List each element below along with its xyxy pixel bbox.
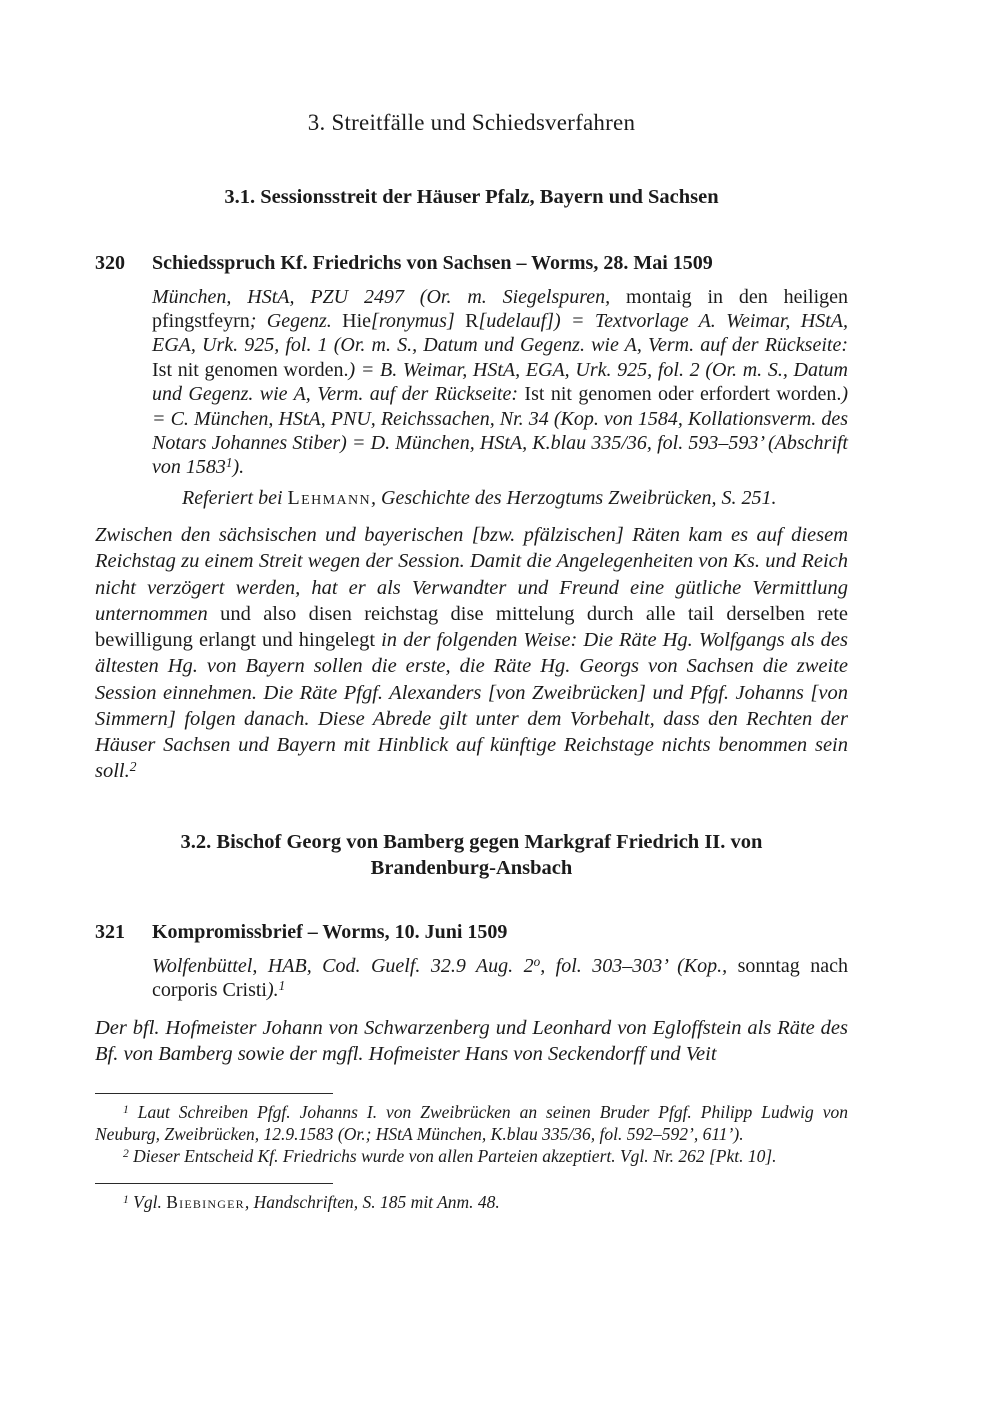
entry-321-source: Wolfenbüttel, HAB, Cod. Guelf. 32.9 Aug. 2$^o$, fol. 303–303’ (Kop., sonntag nach corporis Cristi).$^1$ <box>152 953 848 1002</box>
entry-321-head <box>95 920 848 945</box>
entry-320-apparatus <box>152 285 848 511</box>
entry-320 <box>95 251 848 785</box>
entry-320-head <box>95 251 848 276</box>
footnotes-block-entry-321 <box>95 1183 848 1213</box>
entry-321-apparatus <box>152 954 848 1003</box>
entry-320-reference: Referiert bei Lehmann, Geschichte des Herzogtums Zweibrücken, S. 251. <box>182 486 777 509</box>
entry-321-regest: Der bfl. Hofmeister Johann von Schwarzenberg und Leonhard von Egloffstein als Räte des Bf. von Bamberg sowie der mgfl. Hofmeister Hans von Seckendorff und Veit <box>95 1016 848 1065</box>
entry-320-number: 320 <box>95 251 125 274</box>
chapter-title: 3. Streitfälle und Schiedsverfahren <box>307 110 636 135</box>
entry-320-regest: Zwischen den sächsischen und bayerischen [bzw. pfälzischen] Räten kam es auf diesem Reichstag zu einem Streit wegen der Session. Damit die Angelegenheiten von Ks. und Reich nicht verzögert werden, hat er als Verwandter und Freund eine gütliche Vermittlung unternommen und also disen reichstag dise mittelung durch alle tail derselben rete bewilligung erlangt und hingelegt in der folgenden Weise: Die Räte Hg. Wolfgangs als des ältesten Hg. von Bayern sollen die erste, die Räte Hg. Georgs von Sachsen die zweite Session einnehmen. Die Räte Pfgf. Alexanders [von Zweibrücken] und Pfgf. Johanns [von Simmern] folgen danach. Diese Abrede gilt unter dem Vorbehalt, dass den Rechten der Häuser Sachsen und Bayern mit Hinblick auf künftige Reichstage nichts benommen sein soll.$^2$ <box>95 524 848 783</box>
section-3-2-heading: 3.2. Bischof Georg von Bamberg gegen Markgraf Friedrich II. von Brandenburg-Ansbach <box>180 830 763 880</box>
footnote-321-1: $^1$ Vgl. Biebinger, Handschriften, S. 185 mit Anm. 48. <box>123 1192 500 1213</box>
entry-320-heading: Schiedsspruch Kf. Friedrichs von Sachsen – Worms, 28. Mai 1509 <box>152 251 713 274</box>
footnote-rule-2 <box>95 1183 333 1184</box>
entry-321-number: 321 <box>95 920 125 943</box>
footnotes-block-entry-320 <box>95 1093 848 1167</box>
entry-320-source: München, HStA, PZU 2497 (Or. m. Siegelspuren, montaig in den heiligen pfingstfeyrn; Gegenz. Hie[ronymus] R[udelauf]) = Textvorlage A. Weimar, HStA, EGA, Urk. 925, fol. 1 (Or. m. S., Datum und Gegenz. wie A, Verm. auf der Rückseite: Ist nit genomen worden.) = B. Weimar, HStA, EGA, Urk. 925, fol. 2 (Or. m. S., Datum und Gegenz. wie A, Verm. auf der Rückseite: Ist nit genomen oder erfordert worden.) = C. München, HStA, PNU, Reichssachen, Nr. 34 (Kop. von 1584, Kollationsverm. des Notars Johannes Stiber) = D. München, HStA, K.blau 335/36, fol. 593–593’ (Abschrift von 1583$^1$). <box>152 285 849 479</box>
footnote-320-2: $^2$ Dieser Entscheid Kf. Friedrichs wurde von allen Parteien akzeptiert. Vgl. Nr. 262 [Pkt. 10]. <box>123 1146 777 1167</box>
entry-321-heading: Kompromissbrief – Worms, 10. Juni 1509 <box>152 920 508 943</box>
section-3-1-heading: 3.1. Sessionsstreit der Häuser Pfalz, Bayern und Sachsen <box>224 186 719 208</box>
footnote-320-1: $^1$ Laut Schreiben Pfgf. Johanns I. von Zweibrücken an seinen Bruder Pfgf. Philipp Ludwig von Neuburg, Zweibrücken, 12.9.1583 (Or.; HStA München, K.blau 335/36, fol. 592–592’, 611’). <box>95 1102 848 1145</box>
footnote-rule-1 <box>95 1093 333 1094</box>
entry-321 <box>95 920 848 1067</box>
